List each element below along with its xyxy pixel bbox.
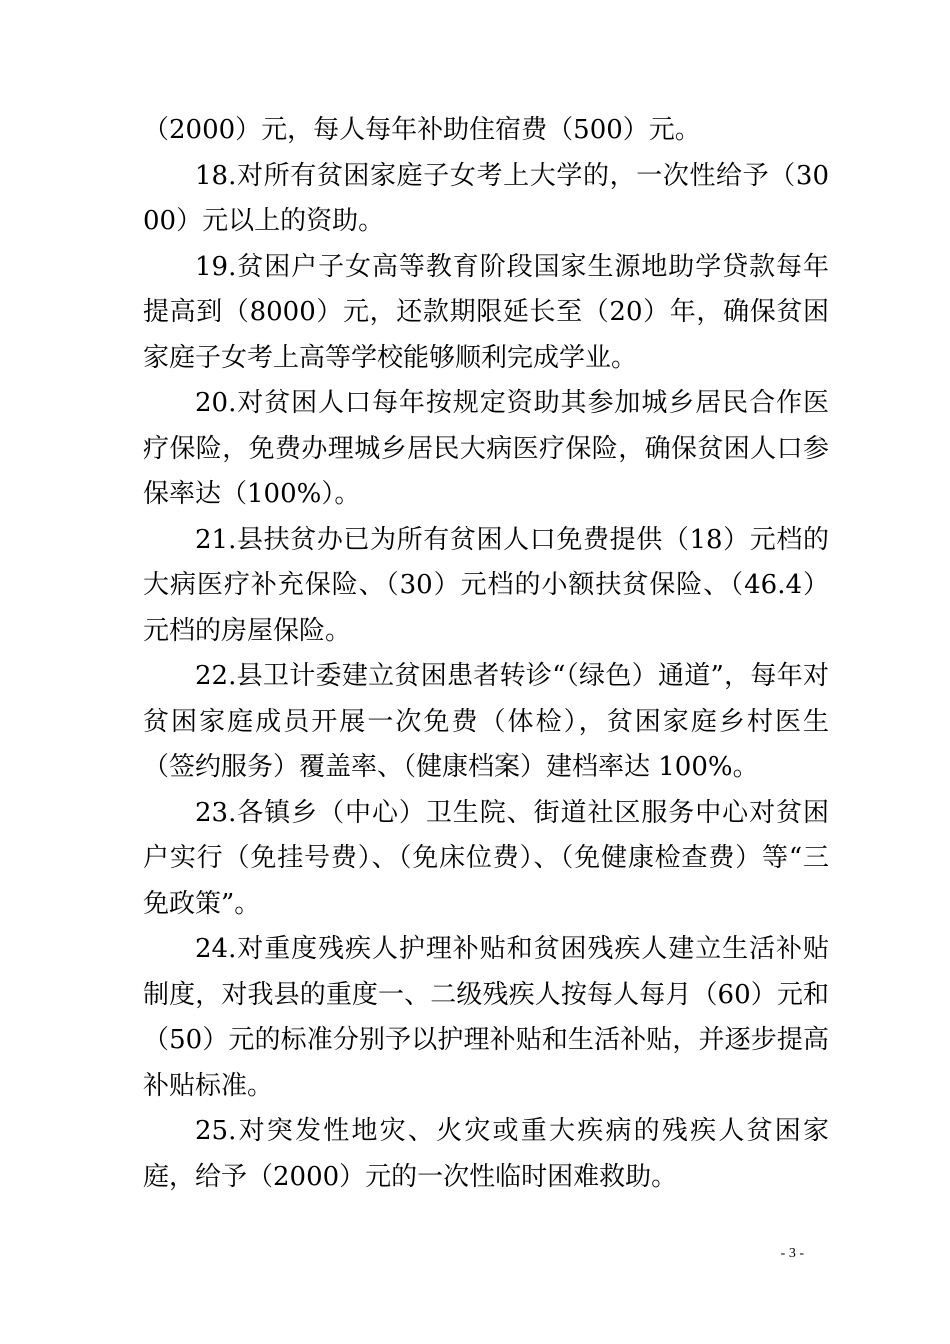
paragraph-item-25: 25.对突发性地灾、火灾或重大疾病的残疾人贫困家庭，给予（2000）元的一次性临时困难救助。 (143, 1116, 829, 1192)
paragraph-item-18: 18.对所有贫困家庭子女考上大学的，一次性给予（3000）元以上的资助。 (143, 160, 829, 236)
paragraph-continuation: （2000）元，每人每年补助住宿费（500）元。 (143, 115, 701, 145)
paragraph-item-19: 19.贫困户子女高等教育阶段国家生源地助学贷款每年提高到（8000）元，还款期限延长至（20）年，确保贫困家庭子女考上高等学校能够顺利完成学业。 (143, 251, 829, 373)
paragraph-item-24: 24.对重度残疾人护理补贴和贫困残疾人建立生活补贴制度，对我县的重度一、二级残疾人按每人每月（60）元和（50）元的标准分别予以护理补贴和生活补贴，并逐步提高补贴标准。 (143, 934, 829, 1101)
paragraph-item-22: 22.县卫计委建立贫困患者转诊“（绿色）通道”，每年对贫困家庭成员开展一次免费（体检），贫困家庭乡村医生（签约服务）覆盖率、（健康档案）建档率达 100%。 (143, 661, 829, 782)
page-number: - 3 - (780, 1246, 804, 1261)
paragraph-item-20: 20.对贫困人口每年按规定资助其参加城乡居民合作医疗保险，免费办理城乡居民大病医疗保险，确保贫困人口参保率达（100%）。 (143, 388, 829, 509)
paragraph-item-21: 21.县扶贫办已为所有贫困人口免费提供（18）元档的大病医疗补充保险、（30）元档的小额扶贫保险、（46.4）元档的房屋保险。 (143, 524, 829, 646)
document-body (143, 108, 829, 1200)
paragraph-item-23: 23.各镇乡（中心）卫生院、街道社区服务中心对贫困户实行（免挂号费）、（免床位费）、（免健康检查费）等“三免政策”。 (143, 797, 829, 919)
